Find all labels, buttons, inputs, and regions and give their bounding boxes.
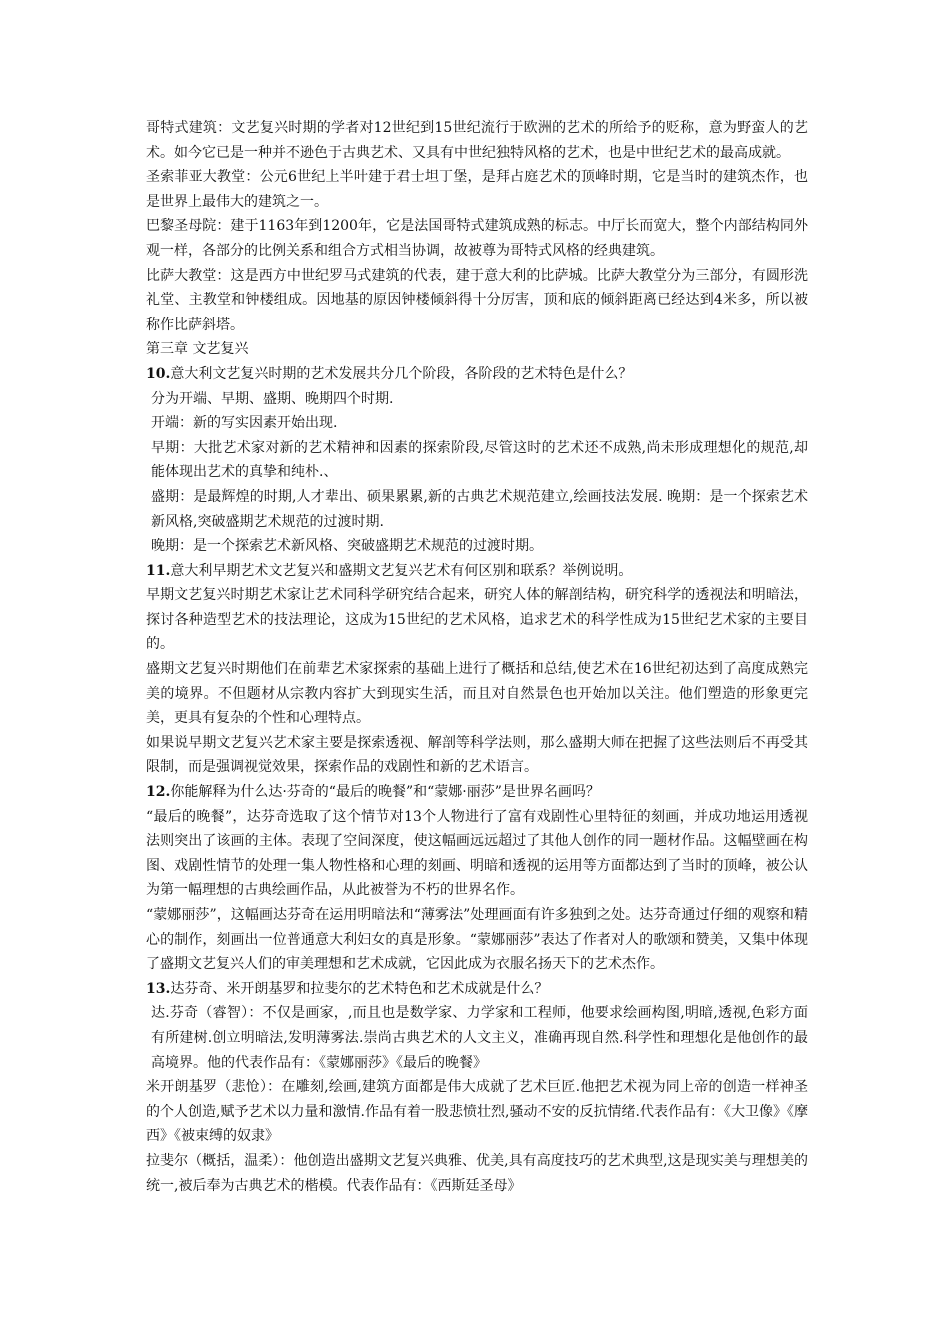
question-12 [146,780,808,805]
question-text: 意大利文艺复兴时期的艺术发展共分几个阶段，各阶段的艺术特色是什么？ [170,365,633,382]
paragraph-mona-lisa: “蒙娜丽莎”，这幅画达芬奇在运用明暗法和“薄雾法”处理画面有许多独到之处。达芬奇通过仔细的观察和精心的制作，刻画出一位普通意大利妇女的真是形象。“蒙娜丽莎”表达了作者对人的歌颂和赞美，又集中体现了盛期文艺复兴人们的审美理想和艺术成就，它因此成为衣服名扬天下的艺术杰作。 [146,907,808,973]
question-number: 10. [146,365,171,382]
question-13 [146,977,808,1002]
chapter-heading: 第三章 文艺复兴 [146,341,249,358]
document-page [146,116,808,1198]
paragraph-early-renaissance: 早期文艺复兴时期艺术家让艺术同科学研究结合起来，研究人体的解剖结构，研究科学的透视法和明暗法，探讨各种造型艺术的技法理论，这成为15世纪的艺术风格，追求艺术的科学性成为15世纪艺术家的主要目的。 [146,587,808,653]
question-10 [146,362,808,387]
paragraph-early: 早期：大批艺术家对新的艺术精神和因素的探索阶段,尽管这时的艺术还不成熟,尚未形成理想化的规范,却能体现出艺术的真挚和纯朴.、 [151,439,808,481]
paragraph-periods: 分为开端、早期、盛期、晚期四个时期. [151,390,394,407]
question-11 [146,559,808,584]
paragraph-hagia-sophia: 圣索菲亚大教堂：公元6世纪上半叶建于君士坦丁堡，是拜占庭艺术的顶峰时期，它是当时的建筑杰作，也是世界上最伟大的建筑之一。 [146,169,808,210]
question-number: 13. [146,980,171,997]
paragraph-gothic: 哥特式建筑：文艺复兴时期的学者对12世纪到15世纪流行于欧洲的艺术的所给予的贬称，意为野蛮人的艺术。如今它已是一种并不逊色于古典艺术、又具有中世纪独特风格的艺术，也是中世纪艺术的最高成就。 [146,120,808,161]
paragraph-beginning: 开端：新的写实因素开始出现. [151,415,338,432]
paragraph-last-supper: “最后的晚餐”，达芬奇选取了这个情节对13个人物进行了富有戏剧性心里特征的刻画，并成功地运用透视法则突出了该画的主体。表现了空间深度，使这幅画远远超过了其他人创作的同一题材作品。这幅壁画在构图、戏剧性情节的处理一集人物性格和心理的刻画、明暗和透视的运用等方面都达到了当时的顶峰，被公认为第一幅理想的古典绘画作品，从此被誉为不朽的世界名作。 [146,808,808,899]
question-number: 11. [146,562,171,579]
paragraph-notre-dame: 巴黎圣母院：建于1163年到1200年，它是法国哥特式建筑成熟的标志。中厅长而宽大，整个内部结构同外观一样，各部分的比例关系和组合方式相当协调，故被尊为哥特式风格的经典建筑。 [146,218,808,259]
question-text: 意大利早期艺术文艺复兴和盛期文艺复兴艺术有何区别和联系？举例说明。 [170,562,633,579]
paragraph-late: 晚期：是一个探索艺术新风格、突破盛期艺术规范的过渡时期。 [151,538,543,555]
question-text: 你能解释为什么达·芬奇的“最后的晚餐”和“蒙娜·丽莎”是世界名画吗？ [170,784,600,801]
question-number: 12. [146,784,171,801]
paragraph-da-vinci: 达.芬奇（睿智）：不仅是画家，,而且也是数学家、力学家和工程师，他要求绘画构图,明暗,透视,色彩方面有所建树.创立明暗法,发明薄雾法.崇尚古典艺术的人文主义，准确再现自然.科学性和理想化是他创作的最高境界。他的代表作品有：《蒙娜丽莎》《最后的晚餐》 [151,1005,808,1071]
question-text: 达芬奇、米开朗基罗和拉斐尔的艺术特色和艺术成就是什么？ [170,980,549,997]
paragraph-high-renaissance: 盛期文艺复兴时期他们在前辈艺术家探索的基础上进行了概括和总结,使艺术在16世纪初达到了高度成熟完美的境界。不但题材从宗教内容扩大到现实生活，而且对自然景色也开始加以关注。他们塑造的形象更完美，更具有复杂的个性和心理特点。 [146,661,808,727]
paragraph-comparison: 如果说早期文艺复兴艺术家主要是探索透视、解剖等科学法则，那么盛期大师在把握了这些法则后不再受其限制，而是强调视觉效果，探索作品的戏剧性和新的艺术语言。 [146,734,808,776]
paragraph-pisa: 比萨大教堂：这是西方中世纪罗马式建筑的代表，建于意大利的比萨城。比萨大教堂分为三部分，有圆形洗礼堂、主教堂和钟楼组成。因地基的原因钟楼倾斜得十分厉害，顶和底的倾斜距离已经达到4米多，所以被称作比萨斜塔。 [146,267,808,333]
paragraph-raphael: 拉斐尔（概括，温柔）：他创造出盛期文艺复兴典雅、优美,具有高度技巧的艺术典型,这是现实美与理想美的统一,被后奉为古典艺术的楷模。代表作品有：《西斯廷圣母》 [146,1152,808,1194]
paragraph-high: 盛期：是最辉煌的时期,人才辈出、硕果累累,新的古典艺术规范建立,绘画技法发展. 晚期：是一个探索艺术新风格,突破盛期艺术规范的过渡时期. [151,488,808,530]
paragraph-michelangelo: 米开朗基罗（悲怆）：在雕刻,绘画,建筑方面都是伟大成就了艺术巨匠.他把艺术视为同上帝的创造一样神圣的个人创造,赋予艺术以力量和激情.作品有着一股悲愤壮烈,骚动不安的反抗情绪.代表作品有：《大卫像》《摩西》《被束缚的奴隶》 [146,1079,808,1145]
